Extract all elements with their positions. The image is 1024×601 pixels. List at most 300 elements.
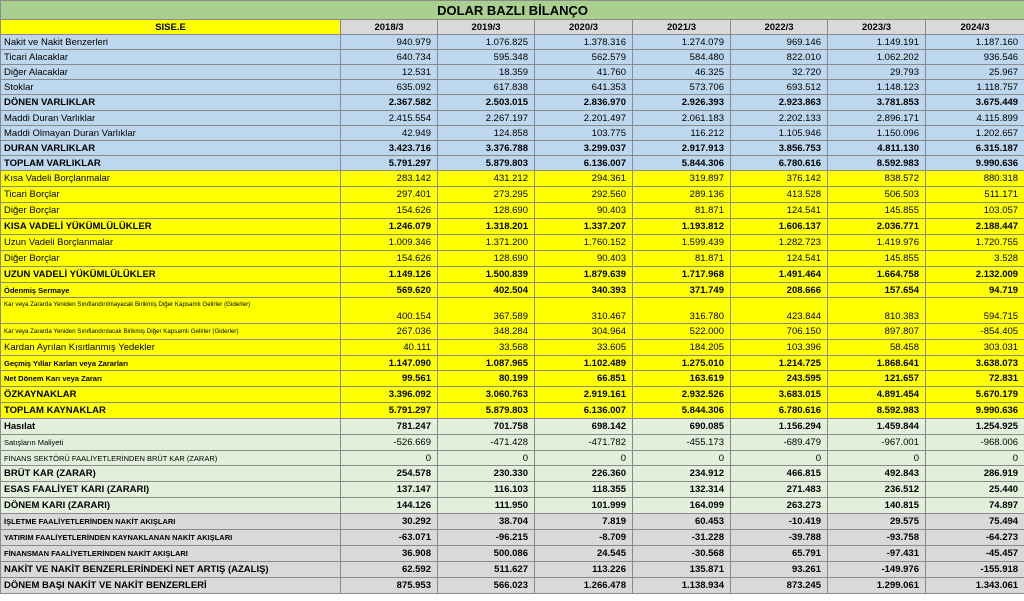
value-cell[interactable]: 0 [633, 451, 731, 466]
value-cell[interactable]: -64.273 [926, 530, 1024, 546]
value-cell[interactable]: 62.592 [341, 562, 438, 578]
value-cell[interactable]: 936.546 [926, 50, 1024, 65]
value-cell[interactable]: 36.908 [341, 546, 438, 562]
value-cell[interactable]: 2.367.582 [341, 95, 438, 111]
value-cell[interactable]: 562.579 [535, 50, 633, 65]
value-cell[interactable]: 80.199 [438, 371, 535, 387]
value-cell[interactable]: 25.440 [926, 482, 1024, 498]
value-cell[interactable]: 594.715 [926, 298, 1024, 324]
table-row [1, 498, 1024, 514]
value-cell[interactable]: 635.092 [341, 80, 438, 95]
value-cell[interactable]: 118.355 [535, 482, 633, 498]
value-cell[interactable]: 1.202.657 [926, 126, 1024, 141]
value-cell[interactable]: 128.690 [438, 251, 535, 267]
value-cell[interactable]: 690.085 [633, 419, 731, 435]
value-cell[interactable]: 116.103 [438, 482, 535, 498]
value-cell[interactable]: -97.431 [828, 546, 926, 562]
value-cell[interactable]: 511.171 [926, 187, 1024, 203]
value-cell[interactable]: -8.709 [535, 530, 633, 546]
row-label[interactable]: NAKİT VE NAKİT BENZERLERİNDEKİ NET ARTIŞ (AZALIŞ) [1, 562, 341, 578]
value-cell[interactable]: 99.561 [341, 371, 438, 387]
value-cell[interactable]: 3.423.716 [341, 141, 438, 156]
row-label[interactable]: DÖNEM BAŞI NAKİT VE NAKİT BENZERLERİ [1, 578, 341, 594]
value-cell[interactable]: 6.136.007 [535, 403, 633, 419]
value-cell[interactable]: 8.592.983 [828, 403, 926, 419]
value-cell[interactable]: 2.201.497 [535, 111, 633, 126]
value-cell[interactable]: 124.541 [731, 251, 828, 267]
value-cell[interactable]: 640.734 [341, 50, 438, 65]
value-cell[interactable]: 822.010 [731, 50, 828, 65]
value-cell[interactable]: 566.023 [438, 578, 535, 594]
value-cell[interactable]: 1.275.010 [633, 356, 731, 371]
value-cell[interactable]: 1.138.934 [633, 578, 731, 594]
value-cell[interactable]: 0 [828, 451, 926, 466]
value-cell[interactable]: 0 [731, 451, 828, 466]
value-cell[interactable]: 5.879.803 [438, 156, 535, 171]
value-cell[interactable]: 1.868.641 [828, 356, 926, 371]
value-cell[interactable]: 698.142 [535, 419, 633, 435]
value-cell[interactable]: 693.512 [731, 80, 828, 95]
value-cell[interactable]: 2.917.913 [633, 141, 731, 156]
value-cell[interactable]: 184.205 [633, 340, 731, 356]
year-header-7[interactable]: 2024/3 [926, 20, 1024, 35]
value-cell[interactable]: 66.851 [535, 371, 633, 387]
value-cell[interactable]: 2.036.771 [828, 219, 926, 235]
value-cell[interactable]: 3.638.073 [926, 356, 1024, 371]
table-row [1, 80, 1024, 95]
value-cell[interactable]: -96.215 [438, 530, 535, 546]
row-label[interactable]: BRÜT KAR (ZARAR) [1, 466, 341, 482]
row-label[interactable]: KISA VADELİ YÜKÜMLÜLÜKLER [1, 219, 341, 235]
row-label[interactable]: TOPLAM KAYNAKLAR [1, 403, 341, 419]
value-cell[interactable]: 5.879.803 [438, 403, 535, 419]
value-cell[interactable]: 243.595 [731, 371, 828, 387]
value-cell[interactable]: 163.619 [633, 371, 731, 387]
value-cell[interactable]: 3.675.449 [926, 95, 1024, 111]
value-cell[interactable]: 9.990.636 [926, 156, 1024, 171]
value-cell[interactable]: 969.146 [731, 35, 828, 50]
value-cell[interactable]: 271.483 [731, 482, 828, 498]
value-cell[interactable]: -854.405 [926, 324, 1024, 340]
value-cell[interactable]: 1.282.723 [731, 235, 828, 251]
year-header-6[interactable]: 2023/3 [828, 20, 926, 35]
value-cell[interactable]: 2.415.554 [341, 111, 438, 126]
value-cell[interactable]: 316.780 [633, 298, 731, 324]
value-cell[interactable]: 154.626 [341, 251, 438, 267]
value-cell[interactable]: 1.149.126 [341, 267, 438, 283]
value-cell[interactable]: 60.453 [633, 514, 731, 530]
value-cell[interactable]: -63.071 [341, 530, 438, 546]
value-cell[interactable]: 81.871 [633, 203, 731, 219]
value-cell[interactable]: 5.844.306 [633, 156, 731, 171]
value-cell[interactable]: 32.720 [731, 65, 828, 80]
value-cell[interactable]: 1.500.839 [438, 267, 535, 283]
value-cell[interactable]: 1.720.755 [926, 235, 1024, 251]
value-cell[interactable]: 4.891.454 [828, 387, 926, 403]
value-cell[interactable]: 103.775 [535, 126, 633, 141]
value-cell[interactable]: 348.284 [438, 324, 535, 340]
row-label[interactable]: Maddi Duran Varlıklar [1, 111, 341, 126]
value-cell[interactable]: 94.719 [926, 283, 1024, 298]
value-cell[interactable]: 3.856.753 [731, 141, 828, 156]
value-cell[interactable]: 283.142 [341, 171, 438, 187]
value-cell[interactable]: 0 [341, 451, 438, 466]
value-cell[interactable]: -10.419 [731, 514, 828, 530]
table-row [1, 324, 1024, 340]
value-cell[interactable]: 113.226 [535, 562, 633, 578]
value-cell[interactable]: 116.212 [633, 126, 731, 141]
value-cell[interactable]: 940.979 [341, 35, 438, 50]
value-cell[interactable]: 1.664.758 [828, 267, 926, 283]
value-cell[interactable]: 1.148.123 [828, 80, 926, 95]
value-cell[interactable]: -39.788 [731, 530, 828, 546]
value-cell[interactable]: 154.626 [341, 203, 438, 219]
table-row [1, 171, 1024, 187]
value-cell[interactable]: 1.187.160 [926, 35, 1024, 50]
value-cell[interactable]: 400.154 [341, 298, 438, 324]
row-label[interactable]: Net Dönem Karı veya Zararı [1, 371, 341, 387]
value-cell[interactable]: 1.606.137 [731, 219, 828, 235]
value-cell[interactable]: 75.494 [926, 514, 1024, 530]
value-cell[interactable]: 29.575 [828, 514, 926, 530]
row-label[interactable]: Kar veya Zararda Yeniden Sınıflandırılmayacak Birikmiş Diğer Kapsamlı Gelirler (Giderler) [1, 298, 341, 324]
value-cell[interactable]: 897.807 [828, 324, 926, 340]
value-cell[interactable]: 3.528 [926, 251, 1024, 267]
value-cell[interactable]: -526.669 [341, 435, 438, 451]
value-cell[interactable]: 128.690 [438, 203, 535, 219]
value-cell[interactable]: 0 [438, 451, 535, 466]
value-cell[interactable]: 33.605 [535, 340, 633, 356]
value-cell[interactable]: 1.150.096 [828, 126, 926, 141]
value-cell[interactable]: 42.949 [341, 126, 438, 141]
value-cell[interactable]: 1.459.844 [828, 419, 926, 435]
row-label[interactable]: Geçmiş Yıllar Karları veya Zararları [1, 356, 341, 371]
value-cell[interactable]: 1.371.200 [438, 235, 535, 251]
value-cell[interactable]: 230.330 [438, 466, 535, 482]
value-cell[interactable]: 5.791.297 [341, 403, 438, 419]
value-cell[interactable]: 584.480 [633, 50, 731, 65]
value-cell[interactable]: 2.061.183 [633, 111, 731, 126]
value-cell[interactable]: 1.149.191 [828, 35, 926, 50]
value-cell[interactable]: 3.060.763 [438, 387, 535, 403]
value-cell[interactable]: 511.627 [438, 562, 535, 578]
value-cell[interactable]: 24.545 [535, 546, 633, 562]
value-cell[interactable]: 40.111 [341, 340, 438, 356]
value-cell[interactable]: 12.531 [341, 65, 438, 80]
value-cell[interactable]: 1.147.090 [341, 356, 438, 371]
row-label[interactable]: Kardan Ayrılan Kısıtlanmış Yedekler [1, 340, 341, 356]
value-cell[interactable]: 1.009.346 [341, 235, 438, 251]
value-cell[interactable]: 121.657 [828, 371, 926, 387]
value-cell[interactable]: 6.136.007 [535, 156, 633, 171]
value-cell[interactable]: 1.274.079 [633, 35, 731, 50]
row-label[interactable]: Nakit ve Nakit Benzerleri [1, 35, 341, 50]
value-cell[interactable]: 226.360 [535, 466, 633, 482]
value-cell[interactable]: 522.000 [633, 324, 731, 340]
value-cell[interactable]: 5.791.297 [341, 156, 438, 171]
row-label[interactable]: Satışların Maliyeti [1, 435, 341, 451]
ticker-cell[interactable]: SISE.E [1, 20, 341, 35]
value-cell[interactable]: 135.871 [633, 562, 731, 578]
value-cell[interactable]: 103.396 [731, 340, 828, 356]
value-cell[interactable]: 294.361 [535, 171, 633, 187]
table-row [1, 35, 1024, 50]
table-row [1, 298, 1024, 324]
value-cell[interactable]: -968.006 [926, 435, 1024, 451]
value-cell[interactable]: 164.099 [633, 498, 731, 514]
value-cell[interactable]: 492.843 [828, 466, 926, 482]
value-cell[interactable]: 1.266.478 [535, 578, 633, 594]
value-cell[interactable]: 6.780.616 [731, 156, 828, 171]
value-cell[interactable]: 1.378.316 [535, 35, 633, 50]
value-cell[interactable]: 1.760.152 [535, 235, 633, 251]
value-cell[interactable]: 145.855 [828, 251, 926, 267]
value-cell[interactable]: 5.670.179 [926, 387, 1024, 403]
year-header-3[interactable]: 2020/3 [535, 20, 633, 35]
value-cell[interactable]: 1.102.489 [535, 356, 633, 371]
value-cell[interactable]: 0 [926, 451, 1024, 466]
value-cell[interactable]: 1.087.965 [438, 356, 535, 371]
value-cell[interactable]: -471.428 [438, 435, 535, 451]
year-header-1[interactable]: 2018/3 [341, 20, 438, 35]
year-header-4[interactable]: 2021/3 [633, 20, 731, 35]
table-row [1, 283, 1024, 298]
value-cell[interactable]: 2.267.197 [438, 111, 535, 126]
row-label[interactable]: ESAS FAALİYET KARI (ZARARI) [1, 482, 341, 498]
value-cell[interactable]: 18.359 [438, 65, 535, 80]
value-cell[interactable]: 1.419.976 [828, 235, 926, 251]
row-label[interactable]: Maddi Olmayan Duran Varlıklar [1, 126, 341, 141]
value-cell[interactable]: 466.815 [731, 466, 828, 482]
value-cell[interactable]: -30.568 [633, 546, 731, 562]
value-cell[interactable]: 33.568 [438, 340, 535, 356]
value-cell[interactable]: 25.967 [926, 65, 1024, 80]
value-cell[interactable]: 506.503 [828, 187, 926, 203]
value-cell[interactable]: 6.315.187 [926, 141, 1024, 156]
value-cell[interactable]: -93.758 [828, 530, 926, 546]
value-cell[interactable]: 880.318 [926, 171, 1024, 187]
year-header-2[interactable]: 2019/3 [438, 20, 535, 35]
value-cell[interactable]: 3.376.788 [438, 141, 535, 156]
value-cell[interactable]: 1.156.294 [731, 419, 828, 435]
row-label[interactable]: YATIRIM FAALİYETLERİNDEN KAYNAKLANAN NAKİT AKIŞLARI [1, 530, 341, 546]
value-cell[interactable]: 3.299.037 [535, 141, 633, 156]
value-cell[interactable]: 7.819 [535, 514, 633, 530]
value-cell[interactable]: 145.855 [828, 203, 926, 219]
value-cell[interactable]: -149.976 [828, 562, 926, 578]
value-cell[interactable]: 1.118.757 [926, 80, 1024, 95]
value-cell[interactable]: 1.879.639 [535, 267, 633, 283]
value-cell[interactable]: 303.031 [926, 340, 1024, 356]
year-header-5[interactable]: 2022/3 [731, 20, 828, 35]
value-cell[interactable]: 292.560 [535, 187, 633, 203]
value-cell[interactable]: 267.036 [341, 324, 438, 340]
value-cell[interactable]: 2.132.009 [926, 267, 1024, 283]
value-cell[interactable]: 5.844.306 [633, 403, 731, 419]
value-cell[interactable]: -155.918 [926, 562, 1024, 578]
value-cell[interactable]: -45.457 [926, 546, 1024, 562]
value-cell[interactable]: 0 [535, 451, 633, 466]
value-cell[interactable]: 111.950 [438, 498, 535, 514]
value-cell[interactable]: 304.964 [535, 324, 633, 340]
row-label[interactable]: Diğer Borçlar [1, 203, 341, 219]
row-label[interactable]: DURAN VARLIKLAR [1, 141, 341, 156]
value-cell[interactable]: 263.273 [731, 498, 828, 514]
value-cell[interactable]: 2.896.171 [828, 111, 926, 126]
value-cell[interactable]: 140.815 [828, 498, 926, 514]
value-cell[interactable]: 1.318.201 [438, 219, 535, 235]
value-cell[interactable]: 1.599.439 [633, 235, 731, 251]
value-cell[interactable]: 289.136 [633, 187, 731, 203]
row-label[interactable]: FİNANSMAN FAALİYETLERİNDEN NAKİT AKIŞLARI [1, 546, 341, 562]
value-cell[interactable]: 9.990.636 [926, 403, 1024, 419]
value-cell[interactable]: 1.717.968 [633, 267, 731, 283]
value-cell[interactable]: 38.704 [438, 514, 535, 530]
value-cell[interactable]: 144.126 [341, 498, 438, 514]
value-cell[interactable]: 2.923.863 [731, 95, 828, 111]
value-cell[interactable]: 72.831 [926, 371, 1024, 387]
row-label[interactable]: Stoklar [1, 80, 341, 95]
table-row [1, 267, 1024, 283]
row-label[interactable]: İŞLETME FAALİYETLERİNDEN NAKİT AKIŞLARI [1, 514, 341, 530]
value-cell[interactable]: 2.932.526 [633, 387, 731, 403]
value-cell[interactable]: 875.953 [341, 578, 438, 594]
value-cell[interactable]: 90.403 [535, 203, 633, 219]
value-cell[interactable]: 124.541 [731, 203, 828, 219]
value-cell[interactable]: 367.589 [438, 298, 535, 324]
value-cell[interactable]: 1.246.079 [341, 219, 438, 235]
value-cell[interactable]: 2.926.393 [633, 95, 731, 111]
row-label[interactable]: DÖNEM KARI (ZARARI) [1, 498, 341, 514]
value-cell[interactable]: 273.295 [438, 187, 535, 203]
value-cell[interactable]: 124.858 [438, 126, 535, 141]
value-cell[interactable]: 58.458 [828, 340, 926, 356]
value-cell[interactable]: 431.212 [438, 171, 535, 187]
value-cell[interactable]: 1.337.207 [535, 219, 633, 235]
row-label[interactable]: Diğer Alacaklar [1, 65, 341, 80]
value-cell[interactable]: 1.193.812 [633, 219, 731, 235]
value-cell[interactable]: 65.791 [731, 546, 828, 562]
value-cell[interactable]: 2.188.447 [926, 219, 1024, 235]
value-cell[interactable]: 297.401 [341, 187, 438, 203]
value-cell[interactable]: 2.202.133 [731, 111, 828, 126]
value-cell[interactable]: 1.254.925 [926, 419, 1024, 435]
value-cell[interactable]: 254.578 [341, 466, 438, 482]
row-label[interactable]: Hasılat [1, 419, 341, 435]
value-cell[interactable]: 310.467 [535, 298, 633, 324]
row-label[interactable]: Ödenmiş Sermaye [1, 283, 341, 298]
value-cell[interactable]: 4.811.130 [828, 141, 926, 156]
value-cell[interactable]: 1.062.202 [828, 50, 926, 65]
value-cell[interactable]: 641.353 [535, 80, 633, 95]
value-cell[interactable]: 1.214.725 [731, 356, 828, 371]
table-row [1, 482, 1024, 498]
value-cell[interactable]: 595.348 [438, 50, 535, 65]
value-cell[interactable]: 617.838 [438, 80, 535, 95]
value-cell[interactable]: 81.871 [633, 251, 731, 267]
value-cell[interactable]: 3.396.092 [341, 387, 438, 403]
row-label[interactable]: ÖZKAYNAKLAR [1, 387, 341, 403]
value-cell[interactable]: 376.142 [731, 171, 828, 187]
value-cell[interactable]: 371.749 [633, 283, 731, 298]
value-cell[interactable]: 234.912 [633, 466, 731, 482]
value-cell[interactable]: 2.919.161 [535, 387, 633, 403]
row-label[interactable]: Uzun Vadeli Borçlanmalar [1, 235, 341, 251]
value-cell[interactable]: 706.150 [731, 324, 828, 340]
value-cell[interactable]: 93.261 [731, 562, 828, 578]
value-cell[interactable]: 4.115.899 [926, 111, 1024, 126]
table-row [1, 387, 1024, 403]
row-label[interactable]: TOPLAM VARLIKLAR [1, 156, 341, 171]
value-cell[interactable]: 74.897 [926, 498, 1024, 514]
value-cell[interactable]: 1.343.061 [926, 578, 1024, 594]
row-label[interactable]: Kar veya Zararda Yeniden Sınıflandırılacak Birikmiş Diğer Kapsamlı Gelirler (Giderler) [1, 324, 341, 340]
value-cell[interactable]: 157.654 [828, 283, 926, 298]
table-row [1, 514, 1024, 530]
value-cell[interactable]: 838.572 [828, 171, 926, 187]
value-cell[interactable]: 46.325 [633, 65, 731, 80]
value-cell[interactable]: 236.512 [828, 482, 926, 498]
value-cell[interactable]: 90.403 [535, 251, 633, 267]
table-row [1, 50, 1024, 65]
value-cell[interactable]: 30.292 [341, 514, 438, 530]
value-cell[interactable]: 500.086 [438, 546, 535, 562]
value-cell[interactable]: 2.503.015 [438, 95, 535, 111]
value-cell[interactable]: 319.897 [633, 171, 731, 187]
value-cell[interactable]: 1.299.061 [828, 578, 926, 594]
row-label[interactable]: Ticari Alacaklar [1, 50, 341, 65]
value-cell[interactable]: -31.228 [633, 530, 731, 546]
value-cell[interactable]: 340.393 [535, 283, 633, 298]
row-label[interactable]: Diğer Borçlar [1, 251, 341, 267]
value-cell[interactable]: 3.781.853 [828, 95, 926, 111]
row-label[interactable]: UZUN VADELİ YÜKÜMLÜLÜKLER [1, 267, 341, 283]
value-cell[interactable]: 29.793 [828, 65, 926, 80]
value-cell[interactable]: 423.844 [731, 298, 828, 324]
value-cell[interactable]: 137.147 [341, 482, 438, 498]
value-cell[interactable]: 41.760 [535, 65, 633, 80]
value-cell[interactable]: 208.666 [731, 283, 828, 298]
value-cell[interactable]: 1.491.464 [731, 267, 828, 283]
value-cell[interactable]: 781.247 [341, 419, 438, 435]
row-label[interactable]: Ticari Borçlar [1, 187, 341, 203]
value-cell[interactable]: 1.105.946 [731, 126, 828, 141]
value-cell[interactable]: 2.836.970 [535, 95, 633, 111]
value-cell[interactable]: 810.383 [828, 298, 926, 324]
value-cell[interactable]: 573.706 [633, 80, 731, 95]
value-cell[interactable]: -689.479 [731, 435, 828, 451]
value-cell[interactable]: 286.919 [926, 466, 1024, 482]
value-cell[interactable]: -455.173 [633, 435, 731, 451]
value-cell[interactable]: -471.782 [535, 435, 633, 451]
value-cell[interactable]: 6.780.616 [731, 403, 828, 419]
row-label[interactable]: FİNANS SEKTÖRÜ FAALİYETLERİNDEN BRÜT KAR (ZARAR) [1, 451, 341, 466]
value-cell[interactable]: 8.592.983 [828, 156, 926, 171]
value-cell[interactable]: 873.245 [731, 578, 828, 594]
value-cell[interactable]: -967.001 [828, 435, 926, 451]
row-label[interactable]: DÖNEN VARLIKLAR [1, 95, 341, 111]
value-cell[interactable]: 103.057 [926, 203, 1024, 219]
value-cell[interactable]: 101.999 [535, 498, 633, 514]
value-cell[interactable]: 413.528 [731, 187, 828, 203]
value-cell[interactable]: 1.076.825 [438, 35, 535, 50]
value-cell[interactable]: 3.683.015 [731, 387, 828, 403]
row-label[interactable]: Kısa Vadeli Borçlanmalar [1, 171, 341, 187]
value-cell[interactable]: 701.758 [438, 419, 535, 435]
value-cell[interactable]: 132.314 [633, 482, 731, 498]
value-cell[interactable]: 402.504 [438, 283, 535, 298]
value-cell[interactable]: 569.620 [341, 283, 438, 298]
